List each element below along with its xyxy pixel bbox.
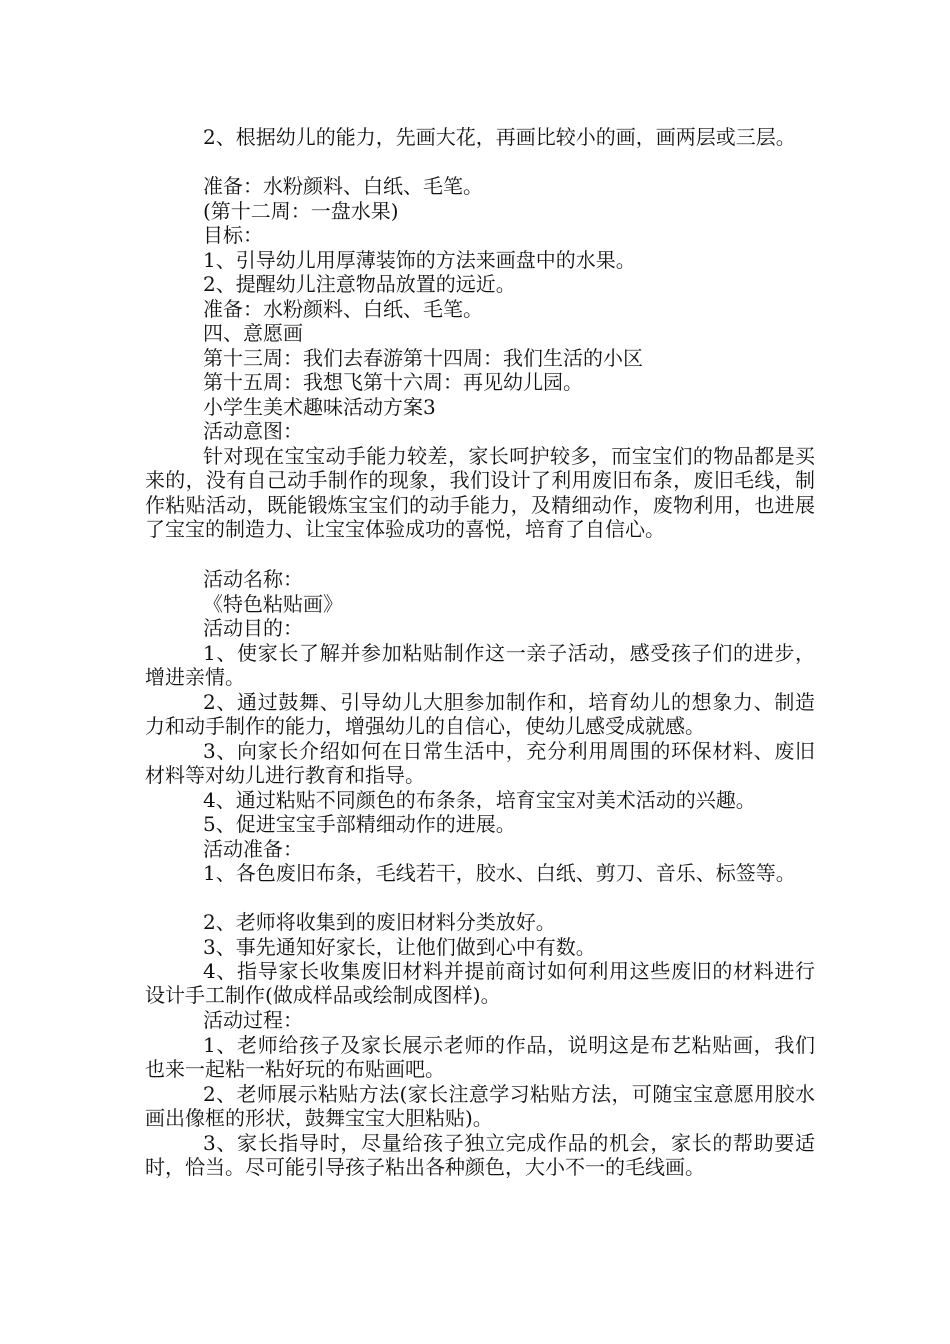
paragraph: 活动名称： [203, 567, 303, 591]
paragraph: 3、向家长介绍如何在日常生活中，充分利用周围的环保材料、废旧材料等对幼儿进行教育和指导。 [145, 739, 815, 788]
section-heading: 四、意愿画 [203, 321, 303, 345]
paragraph: 5、促进宝宝手部精细动作的进展。 [203, 812, 516, 836]
paragraph: 2、老师将收集到的废旧材料分类放好。 [203, 910, 556, 934]
paragraph: 活动准备： [203, 837, 303, 861]
paragraph: 1、各色废旧布条，毛线若干，胶水、白纸、剪刀、音乐、标签等。 [203, 861, 796, 885]
paragraph: 活动意图： [203, 419, 303, 443]
paragraph: 2、提醒幼儿注意物品放置的远近。 [203, 272, 516, 296]
paragraph: 4、通过粘贴不同颜色的布条条，培育宝宝对美术活动的兴趣。 [203, 788, 756, 812]
paragraph: 准备：水粉颜料、白纸、毛笔。 [203, 174, 483, 198]
paragraph: 准备：水粉颜料、白纸、毛笔。 [203, 297, 483, 321]
paragraph: 针对现在宝宝动手能力较差，家长呵护较多，而宝宝们的物品都是买来的，没有自己动手制作的现象，我们设计了利用废旧布条，废旧毛线，制作粘贴活动，既能锻炼宝宝们的动手能力，及精细动作，废物利用，也进展了宝宝的制造力、让宝宝体验成功的喜悦，培育了自信心。 [145, 444, 815, 542]
paragraph: 第十五周：我想飞第十六周：再见幼儿园。 [203, 370, 583, 394]
paragraph: 1、引导幼儿用厚薄装饰的方法来画盘中的水果。 [203, 248, 636, 272]
paragraph: 活动过程： [203, 1008, 303, 1032]
paragraph: 活动目的： [203, 616, 303, 640]
paragraph: 第十三周：我们去春游第十四周：我们生活的小区 [203, 346, 643, 370]
paragraph: (第十二周：一盘水果) [203, 199, 399, 223]
paragraph: 1、老师给孩子及家长展示老师的作品，说明这是布艺粘贴画，我们也来一起粘一粘好玩的布贴画吧。 [145, 1033, 815, 1082]
paragraph: 3、事先通知好家长，让他们做到心中有数。 [203, 935, 596, 959]
paragraph: 2、老师展示粘贴方法(家长注意学习粘贴方法，可随宝宝意愿用胶水画出像框的形状，鼓舞宝宝大胆粘贴)。 [145, 1082, 815, 1131]
section-heading: 小学生美术趣味活动方案3 [203, 395, 436, 419]
paragraph: 《特色粘贴画》 [203, 592, 343, 616]
paragraph: 2、根据幼儿的能力，先画大花，再画比较小的画，画两层或三层。 [203, 125, 796, 149]
paragraph: 目标： [203, 223, 263, 247]
paragraph: 3、家长指导时，尽量给孩子独立完成作品的机会，家长的帮助要适时，恰当。尽可能引导孩子粘出各种颜色，大小不一的毛线画。 [145, 1131, 815, 1180]
paragraph: 1、使家长了解并参加粘贴制作这一亲子活动，感受孩子们的进步，增进亲情。 [145, 641, 815, 690]
paragraph: 4、指导家长收集废旧材料并提前商讨如何利用这些废旧的材料进行设计手工制作(做成样品或绘制成图样)。 [145, 959, 815, 1008]
paragraph: 2、通过鼓舞、引导幼儿大胆参加制作和，培育幼儿的想象力、制造力和动手制作的能力，增强幼儿的自信心，使幼儿感受成就感。 [145, 690, 815, 739]
